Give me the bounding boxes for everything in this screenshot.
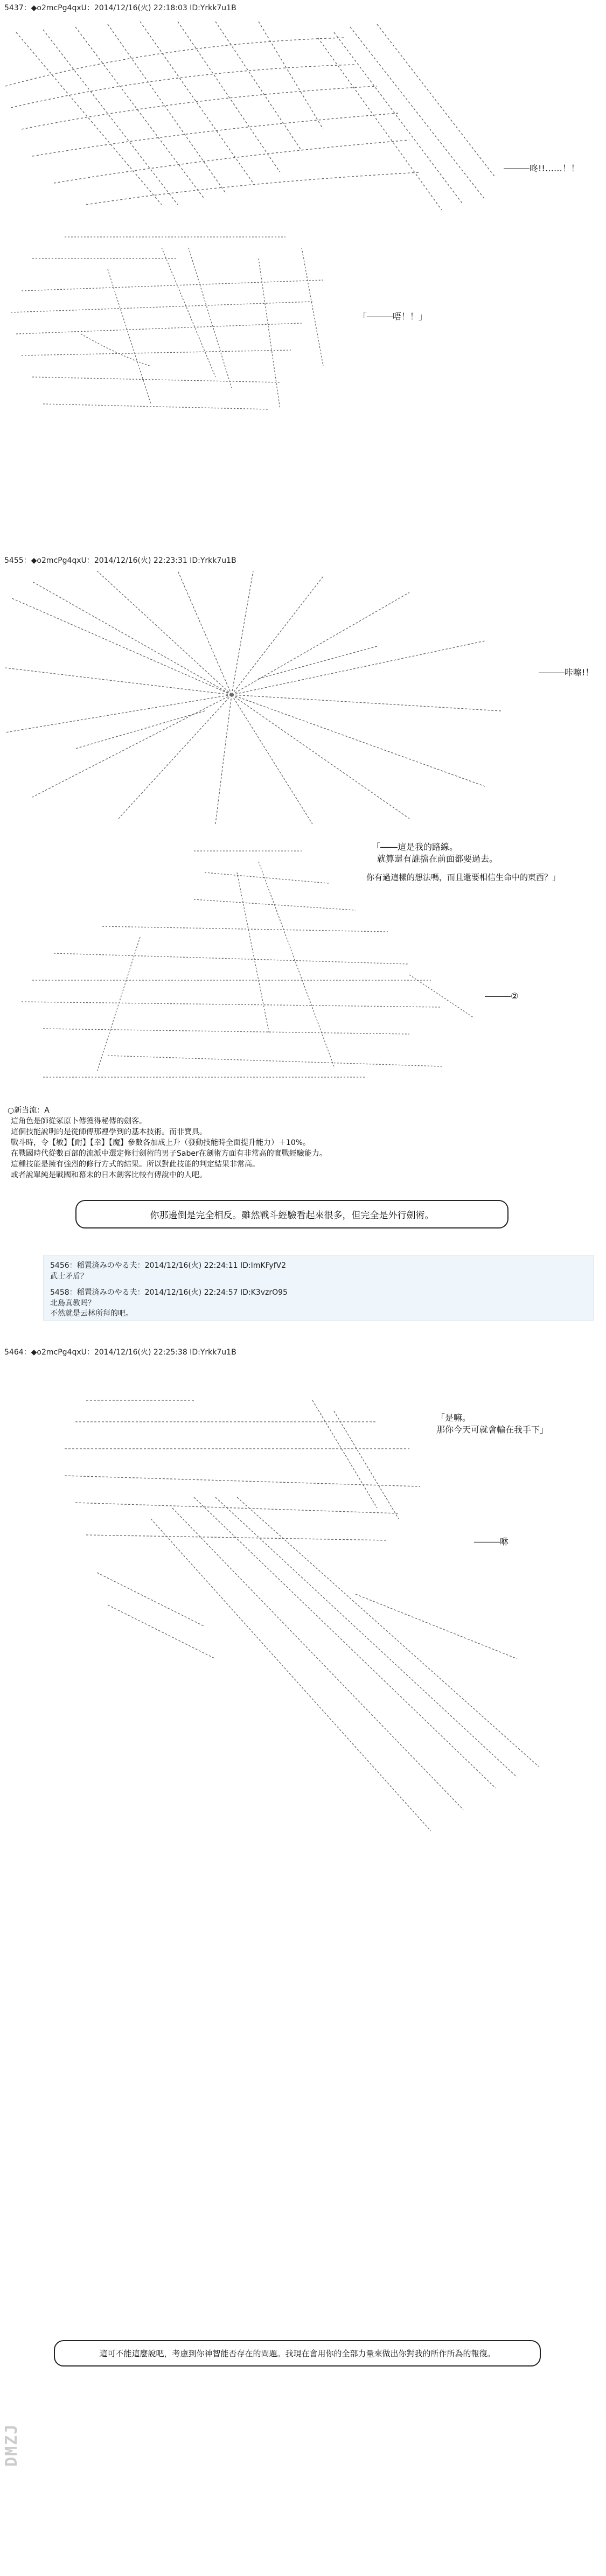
speech-clash-line1: 「――這是我的路線。 (372, 842, 458, 852)
ascii-art-impact (0, 22, 501, 215)
ascii-art-finale (32, 1379, 560, 1842)
ascii-art-character-1-lines (0, 226, 334, 425)
speech-clash-line2: 就算還有誰擋在前面都要過去。 (377, 854, 498, 864)
speech-clash-line4: ―――② (485, 991, 519, 1001)
speech-finale-line2: 那你今天可就會輸在我手下」 (436, 1425, 549, 1435)
skill-line-4: 在戰國時代從數百部的流派中選定修行劍術的男子Saber在劍術方面有非常高的實戰經驗能力。 (11, 1149, 327, 1158)
skill-title: ○新当流：A (8, 1106, 50, 1115)
post-header-1: 5437：◆o2mcPg4qxU：2014/12/16(火) 22:18:03 ID:Yrkk7u1B (4, 4, 236, 12)
skill-line-3: 戰斗時，令【敏】【耐】【幸】【魔】參數各加成上升（發動技能時全面提升能力）＋10%。 (11, 1139, 311, 1147)
speech-burst: ―――咔嚓!！ (539, 667, 594, 678)
speech-finale-line3: ―――咻 (474, 1537, 509, 1547)
ascii-art-finale-lines (32, 1379, 560, 1842)
skill-line-2: 這個技能說明的是從師傅那裡學到的基本技術。而非寶具。 (11, 1128, 207, 1136)
speech-impact: ―――咚!!……！！ (504, 163, 580, 173)
ascii-art-burst-lines (0, 571, 506, 824)
reply-2-header: 5458：稲置済みのやる夫：2014/12/16(火) 22:24:57 ID:K3vzrO95 (50, 1288, 288, 1297)
skill-line-1: 這角色是師從冢原卜傳獲得秘傳的劍客。 (11, 1117, 147, 1126)
post-header-2: 5455：◆o2mcPg4qxU：2014/12/16(火) 22:23:31 ID:Yrkk7u1B (4, 556, 236, 565)
post-header-3: 5464：◆o2mcPg4qxU：2014/12/16(火) 22:25:38 ID:Yrkk7u1B (4, 1348, 236, 1357)
skill-line-5: 這種技能是擁有強烈的修行方式的結果。所以對此技能的判定結果非常高。 (11, 1160, 260, 1169)
replies-panel (43, 1255, 594, 1321)
reply-1-text: 武士矛盾？ (50, 1272, 88, 1281)
dialogue-box-2: 這可不能這麼說吧，考慮到你神智能否存在的問題。我現在會用你的全部力量來做出你對我的所作所為的報復。 (54, 2340, 541, 2366)
reply-2-text: 北島真教吗？ 不然就是云林所拜的吧。 (50, 1299, 133, 1318)
speech-character-1: 「―――唔！！」 (358, 311, 428, 322)
reply-1-header: 5456：稲置済みのやる夫：2014/12/16(火) 22:24:11 ID:ImKFyfV2 (50, 1261, 287, 1270)
speech-clash-line3: 你有過這樣的想法嗎，而且還要相信生命中的東西？」 (366, 872, 561, 882)
speech-finale-line1: 「是嘛。 (436, 1413, 471, 1423)
watermark-logo: DMZJ (2, 2423, 21, 2467)
skill-line-6: 或者說單純是戰國和幕末的日本劍客比較有傳說中的人吧。 (11, 1171, 207, 1179)
ascii-art-impact-lines (0, 22, 501, 215)
dialogue-box-1: 你那邊倒是完全相反。雖然戰斗經驗看起來很多，但完全是外行劍術。 (75, 1200, 509, 1228)
ascii-art-character-1 (0, 226, 334, 425)
ascii-art-burst (0, 571, 506, 824)
